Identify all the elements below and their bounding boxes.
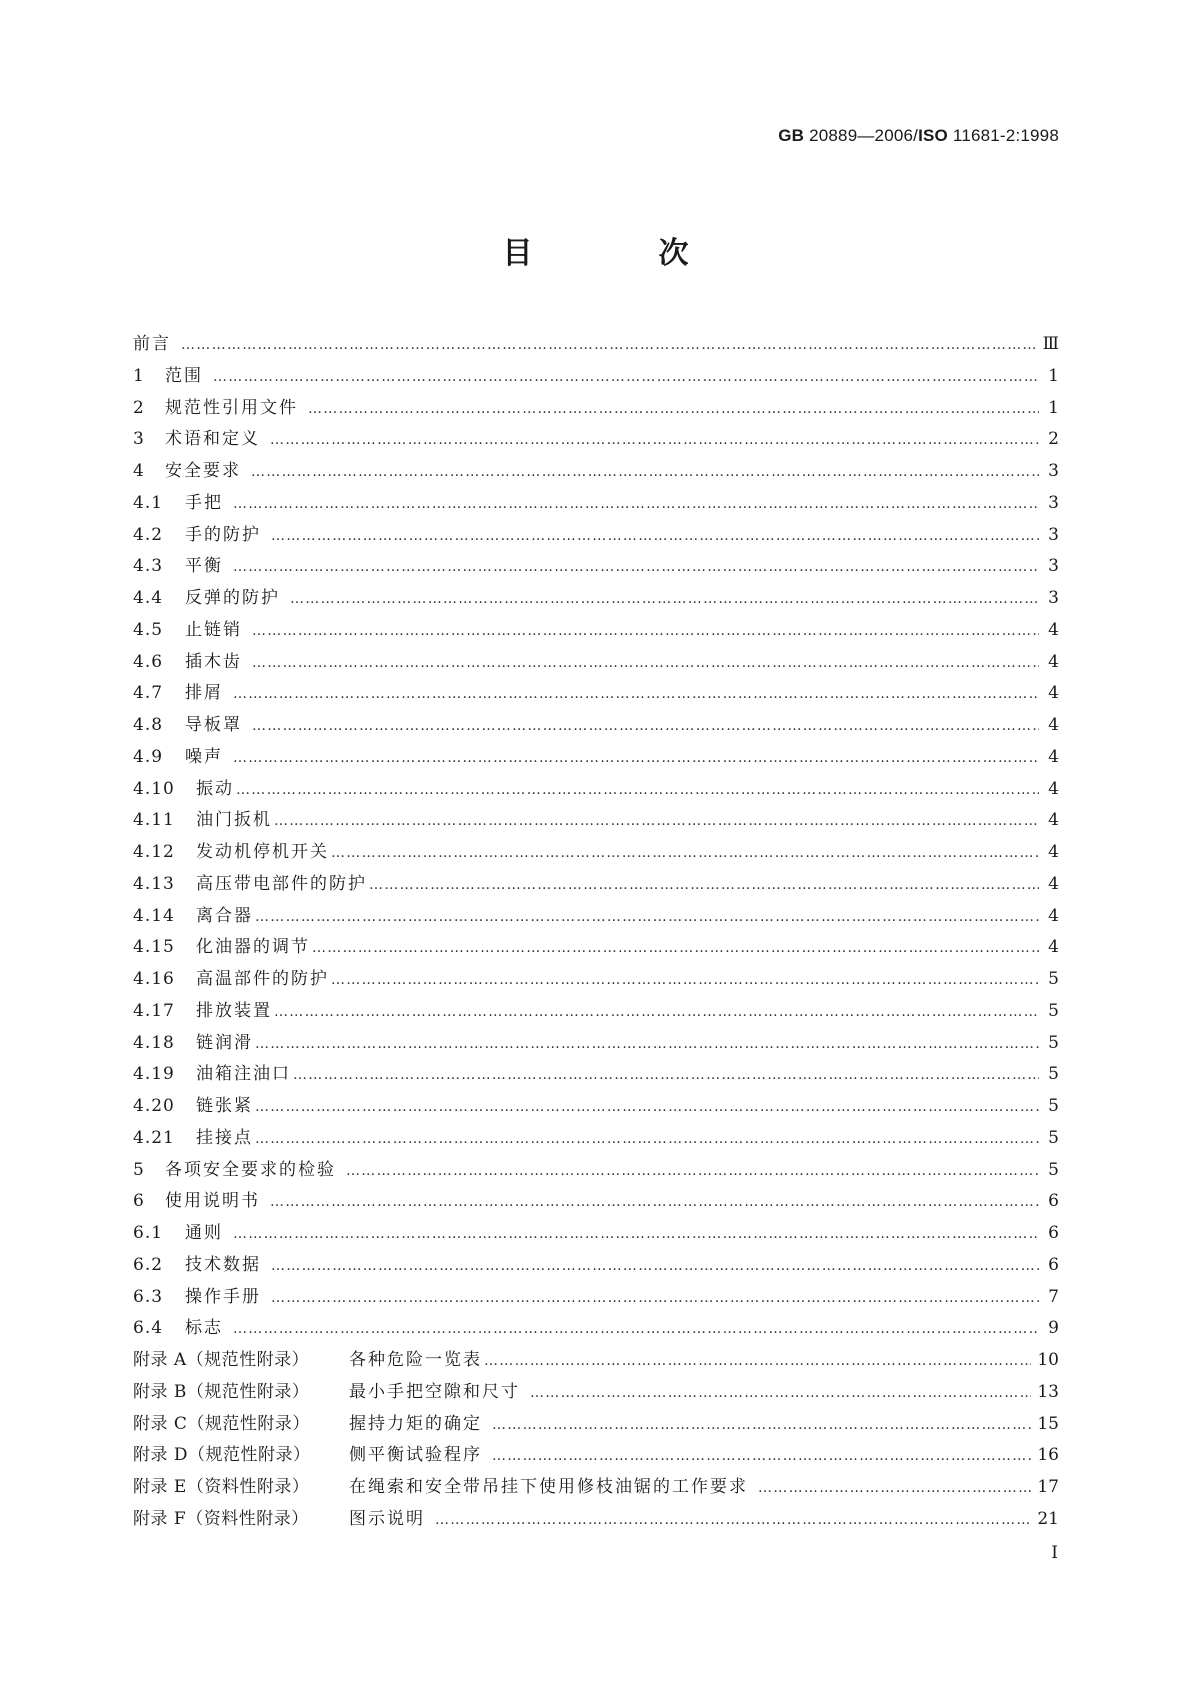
toc-entry-page: 5 [1048,1032,1059,1053]
toc-entry-number: 4.21 [133,1127,175,1148]
toc-entry-title: 反弹的防护 [185,588,280,608]
toc-entry[interactable] [133,520,1059,552]
toc-entry-title: 手的防护 [185,524,261,545]
toc-entry-title: 平衡 [185,556,223,577]
toc-entry-page: 3 [1048,556,1059,577]
toc-leader-dots [255,909,1039,925]
toc-entry-title: 手把 [185,492,223,513]
toc-entry-number: 附录 B（规范性附录） [133,1381,310,1402]
toc-entry-number: 4.15 [133,937,175,958]
toc-entry-title: 技术数据 [185,1254,261,1275]
toc-leader-dots [271,1290,1039,1306]
toc-leader-dots [233,1226,1039,1242]
toc-entry-title: 噪声 [185,746,223,767]
toc-entry-page: 6 [1048,1254,1059,1275]
table-of-contents [133,329,1059,1536]
toc-entry-title: 化油器的调节 [196,937,310,958]
toc-leader-dots [312,940,1039,956]
toc-entry-page: 6 [1048,1191,1059,1212]
toc-leader-dots [346,1163,1039,1179]
toc-entry-page: Ⅲ [1042,334,1059,354]
toc-entry-number: 3 [133,429,145,450]
toc-entry-page: 3 [1048,524,1059,545]
toc-leader-dots [252,623,1039,639]
toc-leader-dots [251,464,1039,480]
toc-entry-page: 17 [1037,1477,1059,1497]
toc-entry-page: 3 [1048,461,1059,481]
toc-leader-dots [271,528,1039,544]
toc-entry-title: 链张紧 [196,1096,253,1116]
toc-entry[interactable] [133,805,1059,837]
toc-entry[interactable] [133,1186,1059,1218]
toc-entry[interactable] [133,1345,1059,1377]
toc-leader-dots [255,1099,1039,1115]
toc-entry-title: 振动 [196,778,234,799]
toc-entry[interactable] [133,551,1059,583]
toc-entry-page: 4 [1048,715,1059,735]
toc-leader-dots [270,432,1039,448]
toc-entry-page: 2 [1048,429,1059,450]
toc-leader-dots [290,591,1039,607]
toc-entry-page: 16 [1037,1445,1059,1466]
toc-leader-dots [369,877,1039,893]
toc-entry-page: 4 [1048,746,1059,767]
toc-entry-title: 前言 [133,334,171,354]
toc-entry-number: 附录 F（资料性附录） [133,1508,309,1529]
toc-entry-title: 使用说明书 [165,1191,260,1212]
toc-entry-number: 6 [133,1191,145,1212]
toc-leader-dots [252,718,1039,734]
toc-leader-dots [233,496,1039,512]
toc-entry-number: 4.14 [133,905,175,926]
toc-entry-number: 4.1 [133,492,164,513]
toc-leader-dots [758,1480,1031,1496]
toc-entry[interactable] [133,964,1059,996]
toc-entry-number: 附录 A（规范性附录） [133,1350,310,1370]
toc-leader-dots [181,337,1037,353]
toc-entry-title: 油门扳机 [196,810,272,831]
toc-entry-page: 5 [1048,1064,1059,1085]
toc-entry[interactable] [133,1123,1059,1155]
toc-leader-dots [236,782,1039,798]
toc-entry-number: 4.4 [133,588,164,608]
toc-entry-page: 3 [1048,588,1059,608]
toc-leader-dots [233,559,1039,575]
toc-entry-page: 4 [1048,842,1059,862]
toc-leader-dots [331,972,1039,988]
standard-code-suffix: 11681-2:1998 [952,126,1059,145]
toc-entry-page: 15 [1037,1413,1059,1434]
toc-leader-dots [530,1385,1031,1401]
toc-entry-number: 5 [133,1159,145,1180]
toc-entry-page: 6 [1048,1223,1059,1243]
toc-entry[interactable] [133,932,1059,964]
toc-entry-number: 4.10 [133,778,175,799]
toc-entry[interactable] [133,424,1059,456]
toc-entry-page: 3 [1048,492,1059,513]
toc-entry-title: 安全要求 [165,461,241,481]
toc-entry-title: 链润滑 [196,1032,253,1053]
toc-entry-page: 4 [1048,937,1059,958]
toc-entry[interactable] [133,1155,1059,1187]
toc-entry[interactable] [133,615,1059,647]
toc-entry[interactable] [133,1059,1059,1091]
toc-entry[interactable] [133,1440,1059,1472]
toc-entry-title: 侧平衡试验程序 [349,1445,482,1466]
toc-leader-dots [233,750,1039,766]
toc-entry-title: 最小手把空隙和尺寸 [349,1381,520,1402]
toc-entry[interactable] [133,1218,1059,1250]
toc-entry-number: 6.3 [133,1286,164,1307]
toc-entry-page: 10 [1037,1350,1059,1370]
toc-entry-number: 4.16 [133,969,175,989]
toc-leader-dots [255,1036,1039,1052]
toc-leader-dots [492,1417,1031,1433]
toc-entry-page: 7 [1048,1286,1059,1307]
toc-entry-page: 4 [1048,651,1059,672]
toc-entry-title: 握持力矩的确定 [349,1413,482,1434]
toc-entry-title: 离合器 [196,905,253,926]
toc-entry-title: 排屑 [185,683,223,704]
toc-entry[interactable] [133,774,1059,806]
toc-entry-title: 挂接点 [196,1127,253,1148]
standard-code-main: 20889—2006/ [809,126,919,145]
toc-entry-title: 规范性引用文件 [165,397,298,418]
toc-entry[interactable] [133,488,1059,520]
toc-leader-dots [435,1512,1031,1528]
toc-leader-dots [233,686,1039,702]
toc-leader-dots [308,401,1039,417]
toc-entry[interactable] [133,1472,1059,1504]
toc-entry[interactable] [133,869,1059,901]
toc-entry-title: 通则 [185,1223,223,1243]
toc-entry-number: 4.7 [133,683,164,704]
toc-entry-number: 4.19 [133,1064,175,1085]
toc-entry[interactable] [133,361,1059,393]
toc-entry[interactable] [133,837,1059,869]
toc-entry-number: 4 [133,461,145,481]
toc-entry-number: 4.20 [133,1096,175,1116]
standard-code [778,126,1059,146]
toc-entry[interactable] [133,1504,1059,1536]
toc-entry[interactable] [133,583,1059,615]
toc-entry-number: 6.4 [133,1318,164,1339]
toc-leader-dots [484,1353,1031,1369]
toc-entry-number: 6.2 [133,1254,164,1275]
toc-entry[interactable] [133,456,1059,488]
toc-entry[interactable] [133,329,1059,361]
toc-entry-title: 排放装置 [196,1000,272,1021]
toc-entry-title: 高压带电部件的防护 [196,873,367,894]
toc-entry-number: 4.18 [133,1032,175,1053]
toc-entry[interactable] [133,710,1059,742]
toc-entry-page: 5 [1048,969,1059,989]
toc-entry-number: 4.2 [133,524,164,545]
toc-entry-number: 附录 E（资料性附录） [133,1477,310,1497]
toc-entry-number: 4.13 [133,873,175,894]
toc-leader-dots [331,845,1039,861]
toc-entry-page: 4 [1048,778,1059,799]
toc-entry-page: 4 [1048,873,1059,894]
toc-entry-title: 发动机停机开关 [196,842,329,862]
toc-entry-number: 4.6 [133,651,164,672]
toc-entry[interactable] [133,678,1059,710]
toc-entry-number: 附录 C（规范性附录） [133,1413,310,1434]
toc-entry-title: 止链销 [185,619,242,640]
toc-entry-page: 4 [1048,810,1059,831]
toc-entry-number: 4.8 [133,715,164,735]
toc-entry-title: 标志 [185,1318,223,1339]
toc-entry-title: 在绳索和安全带吊挂下使用修枝油锯的工作要求 [349,1477,748,1497]
standard-code-prefix: GB [778,126,805,145]
toc-leader-dots [274,813,1039,829]
toc-entry-title: 导板罩 [185,715,242,735]
toc-leader-dots [255,1131,1039,1147]
toc-entry-number: 4.17 [133,1000,175,1021]
standard-code-iso: ISO [918,126,948,145]
toc-entry[interactable] [133,1377,1059,1409]
toc-entry[interactable] [133,1250,1059,1282]
toc-entry[interactable] [133,1028,1059,1060]
toc-entry[interactable] [133,1409,1059,1441]
toc-entry[interactable] [133,996,1059,1028]
toc-entry-title: 油箱注油口 [196,1064,291,1085]
toc-entry-page: 13 [1037,1381,1059,1402]
toc-entry-page: 5 [1048,1096,1059,1116]
toc-entry-page: 21 [1037,1508,1059,1529]
toc-entry-page: 1 [1048,397,1059,418]
toc-entry-number: 1 [133,365,145,386]
toc-entry-title: 各项安全要求的检验 [165,1159,336,1180]
toc-entry[interactable] [133,742,1059,774]
toc-entry[interactable] [133,1282,1059,1314]
toc-entry-number: 4.11 [133,810,175,831]
toc-entry-title: 范围 [165,365,203,386]
toc-entry-number: 附录 D（规范性附录） [133,1445,311,1466]
toc-entry[interactable] [133,1313,1059,1345]
toc-leader-dots [293,1067,1039,1083]
toc-leader-dots [274,1004,1039,1020]
toc-leader-dots [270,1194,1039,1210]
toc-leader-dots [252,655,1039,671]
toc-entry-title: 操作手册 [185,1286,261,1307]
toc-entry[interactable] [133,647,1059,679]
toc-entry-number: 6.1 [133,1223,164,1243]
toc-entry-page: 4 [1048,683,1059,704]
toc-entry-page: 5 [1048,1000,1059,1021]
toc-entry[interactable] [133,1091,1059,1123]
toc-entry-page: 5 [1048,1127,1059,1148]
toc-entry-number: 4.5 [133,619,164,640]
toc-entry-title: 图示说明 [349,1508,425,1529]
toc-leader-dots [213,369,1039,385]
toc-entry-page: 4 [1048,905,1059,926]
toc-entry-page: 4 [1048,619,1059,640]
toc-entry-number: 4.12 [133,842,175,862]
toc-entry-number: 2 [133,397,145,418]
toc-entry-title: 术语和定义 [165,429,260,450]
page-title: 目 次 [502,236,737,271]
toc-entry-title: 高温部件的防护 [196,969,329,989]
toc-entry[interactable] [133,393,1059,425]
page-number: Ⅰ [1051,1543,1058,1563]
toc-entry-title: 插木齿 [185,651,242,672]
toc-leader-dots [271,1258,1039,1274]
toc-entry-title: 各种危险一览表 [349,1350,482,1370]
toc-entry-number: 4.9 [133,746,164,767]
toc-entry-page: 9 [1048,1318,1059,1339]
toc-entry-page: 5 [1048,1159,1059,1180]
toc-leader-dots [492,1448,1031,1464]
toc-entry[interactable] [133,901,1059,933]
toc-entry-number: 4.3 [133,556,164,577]
toc-leader-dots [233,1321,1039,1337]
toc-entry-page: 1 [1048,365,1059,386]
